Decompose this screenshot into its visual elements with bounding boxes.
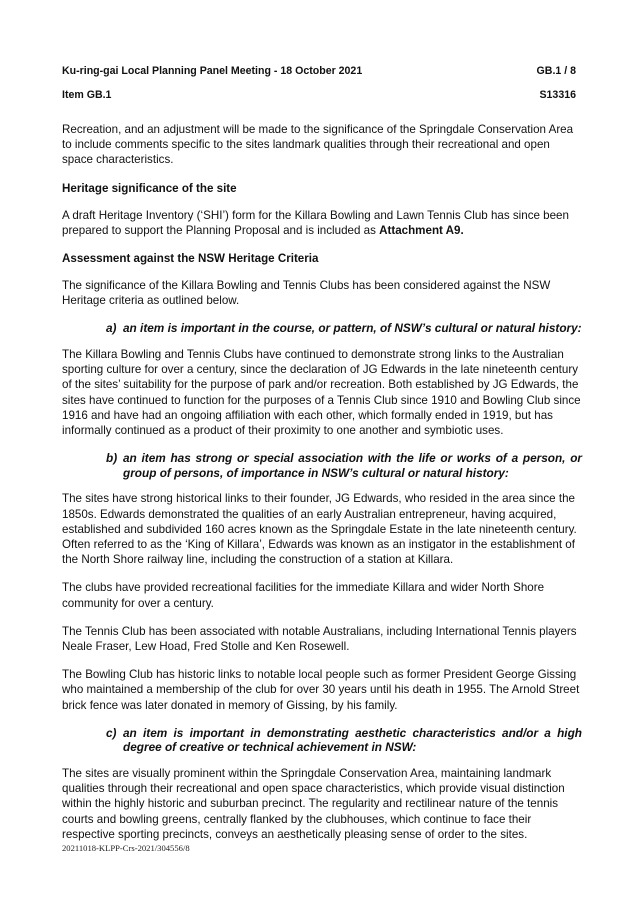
criterion-a	[106, 321, 582, 336]
criterion-c-marker: c)	[106, 725, 117, 740]
meeting-title: Ku-ring-gai Local Planning Panel Meeting - 18 October 2021	[62, 65, 363, 77]
criterion-b-paragraph: The clubs have provided recreational facilities for the immediate Killara and wider North Shore community for over a century.	[62, 581, 545, 610]
criterion-b-marker: b)	[106, 451, 118, 466]
attachment-reference: Attachment A9.	[379, 223, 464, 237]
criterion-c-text: an item is important in demonstrating aesthetic characteristics and/or a high degree of creative or technical achievement in NSW:	[123, 725, 582, 755]
criterion-a-text: an item is important in the course, or pattern, of NSW’s cultural or natural history:	[123, 321, 582, 336]
criterion-a-paragraph: The Killara Bowling and Tennis Clubs have continued to demonstrate strong links to the Australian sporting culture for over a century, since the declaration of JG Edwards in the late nineteenth century of the sites’ suitability for the purpose of park and/or recreation. Both established by JG Edwards, the sites have continued to function for the purposes of a Tennis Club since 1910 and Bowling Club since 1916 and have had an ongoing affiliation with each other, which formally ended in 1919, but has informally continued as a product of their proximity to one another and symbiotic uses.	[62, 348, 581, 438]
page-reference: GB.1 / 8	[536, 65, 576, 77]
criterion-b-paragraph: The sites have strong historical links to their founder, JG Edwards, who resided in the area since the 1850s. Edwards demonstrated the qualities of an early Australian entrepreneur, having acquired, established and subdivided 160 acres known as the Springdale Estate in the late nineteenth century. Often referred to as the ‘King of Killara’, Edwards was known as an instigator in the establishment of the North Shore railway line, including the construction of a station at Killara.	[62, 492, 577, 567]
criterion-c	[106, 726, 582, 755]
assessment-paragraph: The significance of the Killara Bowling and Tennis Clubs has been considered against the NSW Heritage criteria as outlined below.	[62, 279, 551, 308]
criterion-b	[106, 451, 582, 480]
criterion-b-paragraph: The Tennis Club has been associated with notable Australians, including International Tennis players Neale Fraser, Lew Hoad, Fred Stolle and Ken Rosewell.	[62, 624, 577, 654]
heading-assessment: Assessment against the NSW Heritage Criteria	[62, 252, 319, 266]
item-label: Item GB.1	[62, 89, 112, 101]
criterion-b-paragraph: The Bowling Club has historic links to notable local people such as former President George Gissing who maintained a membership of the club for over 30 years until his death in 1955. The Arnold Street brick fence was later donated in memory of Gissing, by his family.	[62, 668, 580, 712]
significance-text: A draft Heritage Inventory (‘SHI’) form for the Killara Bowling and Lawn Tennis Club has since been prepared to support the Planning Proposal and is included as	[62, 208, 569, 237]
significance-paragraph	[62, 208, 582, 238]
heading-heritage-significance: Heritage significance of the site	[62, 181, 237, 195]
document-body	[62, 122, 582, 855]
footer-document-reference: 20211018-KLPP-Crs-2021/304556/8	[62, 843, 190, 853]
file-reference: S13316	[539, 89, 576, 101]
criterion-a-marker: a)	[106, 321, 117, 336]
criterion-b-text: an item has strong or special association with the life or works of a person, or group of persons, of importance in NSW’s cultural or natural history:	[123, 451, 582, 480]
criterion-c-paragraph: The sites are visually prominent within the Springdale Conservation Area, maintaining landmark qualities through their recreational and open space characteristics, which provide visual distinction within the highly historic and suburban precinct. The regularity and rectilinear nature of the tennis courts and bowling greens, centrally flanked by the clubhouses, which continue to face their respective sporting precincts, conveys an aesthetically pleasing sense of order to the sites.	[62, 767, 565, 841]
intro-paragraph: Recreation, and an adjustment will be made to the significance of the Springdale Conservation Area to include comments specific to the sites landmark qualities through their recreational and open space characteristics.	[62, 123, 574, 167]
